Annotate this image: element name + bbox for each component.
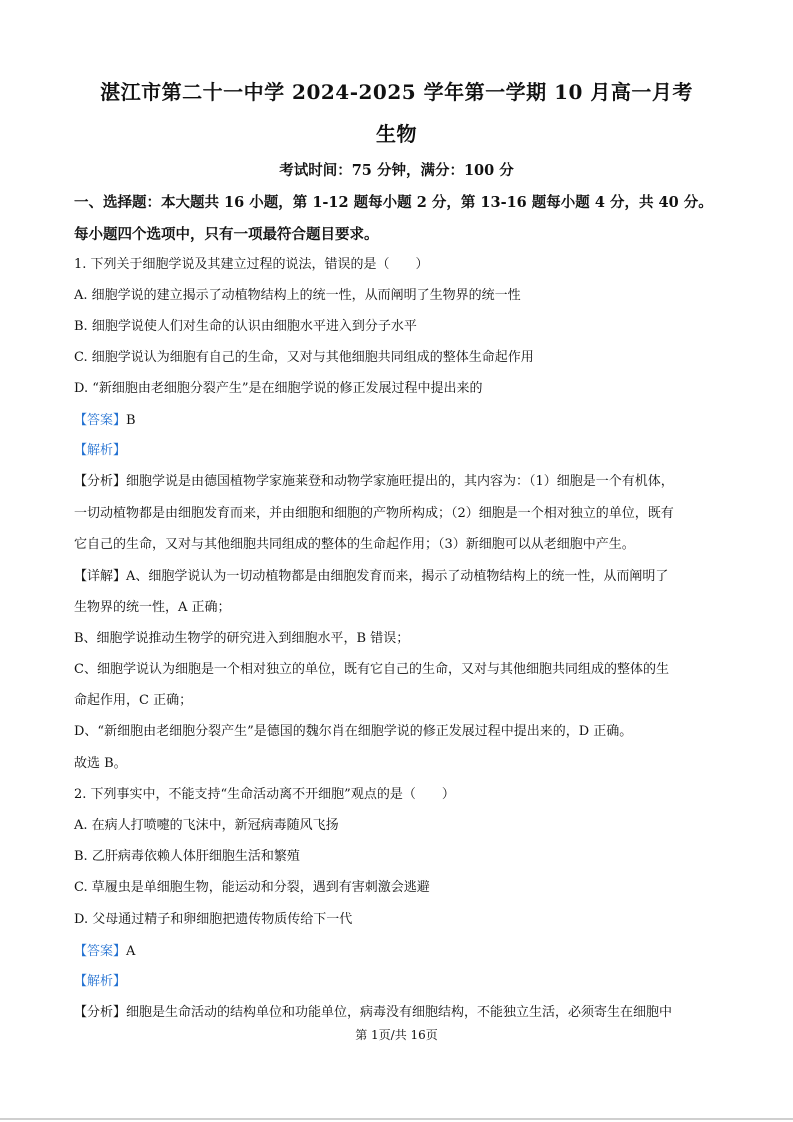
q2-answer-tag: 【答案】 — [74, 944, 127, 959]
q2-answer-value: A — [126, 944, 136, 959]
q1-answer-tag: 【答案】 — [74, 413, 127, 428]
q1-option-c: C. 细胞学说认为细胞有自己的生命，又对与其他细胞共同组成的整体生命起作用 — [74, 350, 534, 365]
page-number: 第 1页/共 16页 — [355, 1028, 438, 1042]
q2-option-b: B. 乙肝病毒依赖人体肝细胞生活和繁殖 — [74, 849, 300, 864]
q1-analysis-line: 一切动植物都是由细胞发育而来，并由细胞和细胞的产物所构成；（2）细胞是一个相对独立的单位，既有 — [74, 506, 674, 521]
q2-answer — [74, 943, 724, 961]
q1-option-a: A. 细胞学说的建立揭示了动植物结构上的统一性，从而阐明了生物界的统一性 — [74, 288, 521, 303]
q1-answer — [74, 412, 724, 430]
page-bottom-divider — [0, 1118, 793, 1120]
q1-analysis-line: 【分析】细胞学说是由德国植物学家施莱登和动物学家施旺提出的，其内容为：（1）细胞是一个有机体， — [74, 474, 674, 489]
q1-detail-line: 命起作用，C 正确； — [74, 693, 193, 708]
q1-option-b: B. 细胞学说使人们对生命的认识由细胞水平进入到分子水平 — [74, 319, 417, 334]
q2-option-d: D. 父母通过精子和卵细胞把遗传物质传给下一代 — [74, 912, 353, 927]
q1-detail-line: C、细胞学说认为细胞是一个相对独立的单位，既有它自己的生命，又对与其他细胞共同组成的整体的生 — [74, 662, 669, 677]
q1-detail-line: D、“新细胞由老细胞分裂产生”是德国的魏尔肖在细胞学说的修正发展过程中提出来的，D 正确。 — [74, 724, 633, 739]
q2-analysis-tag: 【解析】 — [74, 974, 127, 989]
q1-detail-line: 生物界的统一性，A 正确； — [74, 600, 231, 615]
document-title: 湛江市第二十一中学 2024-2025 学年第一学期 10 月高一月考 — [100, 80, 693, 104]
q1-stem: 1. 下列关于细胞学说及其建立过程的说法，错误的是（ ） — [74, 257, 429, 272]
q1-analysis-tag: 【解析】 — [74, 443, 127, 458]
subject-title: 生物 — [376, 122, 417, 146]
q1-detail-line: B、细胞学说推动生物学的研究进入到细胞水平，B 错误； — [74, 631, 410, 646]
section-heading-line1: 一、选择题：本大题共 16 小题，第 1-12 题每小题 2 分，第 13-16 题每小题 4 分，共 40 分。 — [74, 194, 713, 211]
q2-stem: 2. 下列事实中，不能支持“生命活动离不开细胞”观点的是（ ） — [74, 787, 455, 802]
q1-answer-value: B — [126, 413, 136, 428]
q1-analysis-line: 它自己的生命，又对与其他细胞共同组成的整体的生命起作用；（3）新细胞可以从老细胞中产生。 — [74, 537, 635, 552]
q2-option-a: A. 在病人打喷嚏的飞沫中，新冠病毒随风飞扬 — [74, 818, 339, 833]
q2-analysis-line: 【分析】细胞是生命活动的结构单位和功能单位，病毒没有细胞结构，不能独立生活，必须寄生在细胞中 — [74, 1005, 673, 1020]
exam-info: 考试时间：75 分钟，满分：100 分 — [279, 162, 514, 179]
q2-option-c: C. 草履虫是单细胞生物，能运动和分裂，遇到有害刺激会逃避 — [74, 880, 430, 895]
q1-conclusion: 故选 B。 — [74, 756, 127, 771]
q1-detail-line: 【详解】A、细胞学说认为一切动植物都是由细胞发育而来，揭示了动植物结构上的统一性，从而阐明了 — [74, 569, 669, 584]
q1-option-d: D. “新细胞由老细胞分裂产生”是在细胞学说的修正发展过程中提出来的 — [74, 381, 483, 396]
section-heading-line2: 每小题四个选项中，只有一项最符合题目要求。 — [74, 226, 379, 243]
